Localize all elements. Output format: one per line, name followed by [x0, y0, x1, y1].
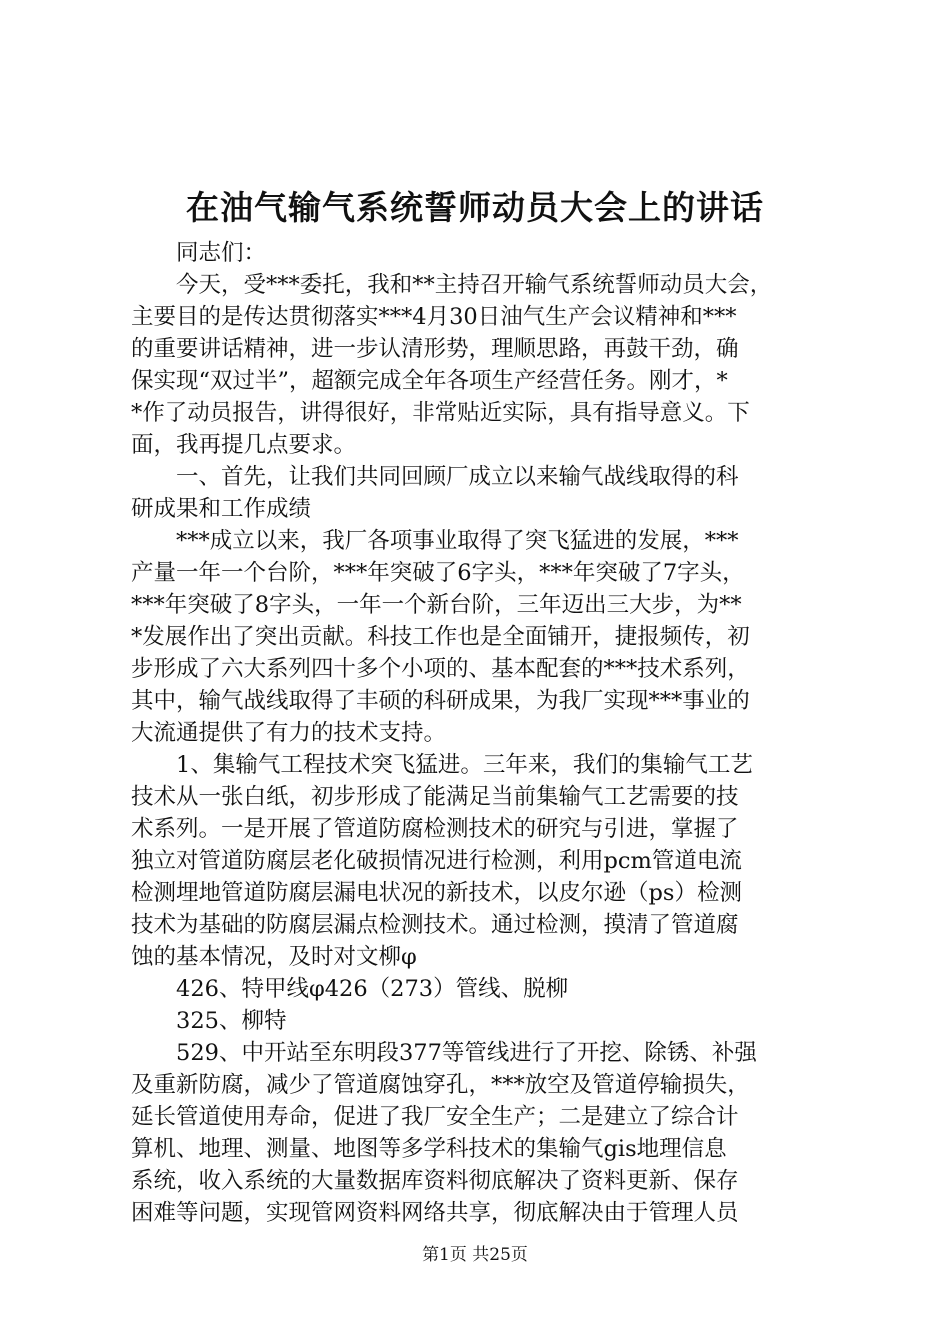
text-line: 产量一年一个台阶，***年突破了6字头，***年突破了7字头，: [131, 560, 745, 586]
text-line: 技术从一张白纸，初步形成了能满足当前集输气工艺需要的技: [131, 784, 739, 810]
text-line: ***年突破了8字头，一年一个新台阶，三年迈出三大步，为**: [131, 592, 742, 618]
text-line: 术系列。一是开展了管道防腐检测技术的研究与引进，掌握了: [131, 816, 739, 842]
document-title: 在油气输气系统誓师动员大会上的讲话: [186, 188, 764, 227]
text-line: *作了动员报告，讲得很好，非常贴近实际，具有指导意义。下: [131, 400, 750, 426]
text-line: 独立对管道防腐层老化破损情况进行检测，利用pcm管道电流: [131, 848, 742, 874]
text-line: 步形成了六大系列四十多个小项的、基本配套的***技术系列，: [131, 656, 750, 682]
text-line: 及重新防腐，减少了管道腐蚀穿孔，***放空及管道停输损失，: [131, 1072, 750, 1098]
text-line: 技术为基础的防腐层漏点检测技术。通过检测，摸清了管道腐: [131, 912, 739, 938]
text-line: 系统，收入系统的大量数据库资料彻底解决了资料更新、保存: [131, 1168, 739, 1194]
text-line: 保实现“双过半”，超额完成全年各项生产经营任务。刚才，*: [131, 368, 728, 394]
text-line: *发展作出了突出贡献。科技工作也是全面铺开，捷报频传，初: [131, 624, 750, 650]
text-line: 大流通提供了有力的技术支持。: [131, 720, 447, 746]
page-footer: 第1页 共25页: [422, 1245, 528, 1265]
text-line: 面，我再提几点要求。: [131, 432, 357, 458]
text-line: 的重要讲话精神，进一步认清形势，理顺思路，再鼓干劲，确: [131, 336, 739, 362]
text-line: 困难等问题，实现管网资料网络共享，彻底解决由于管理人员: [131, 1200, 739, 1226]
text-line: 1、集输气工程技术突飞猛进。三年来，我们的集输气工艺: [176, 752, 753, 778]
text-line: 主要目的是传达贯彻落实***4月30日油气生产会议精神和***: [131, 304, 737, 330]
text-line: 426、特甲线φ426（273）管线、脱柳: [176, 976, 569, 1002]
text-line: 检测埋地管道防腐层漏电状况的新技术，以皮尔逊（ps）检测: [131, 880, 742, 906]
text-line: 325、柳特: [176, 1008, 287, 1034]
text-line: 同志们：: [176, 240, 267, 266]
document-body: [131, 237, 831, 1229]
text-line: 今天，受***委托，我和**主持召开输气系统誓师动员大会，: [176, 272, 773, 298]
text-line: ***成立以来，我厂各项事业取得了突飞猛进的发展，***: [176, 528, 739, 554]
text-line: 一、首先，让我们共同回顾厂成立以来输气战线取得的科: [176, 464, 739, 490]
text-line: 算机、地理、测量、地图等多学科技术的集输气gis地理信息: [131, 1136, 727, 1162]
text-line: 其中，输气战线取得了丰硕的科研成果，为我厂实现***事业的: [131, 688, 750, 714]
text-line: 蚀的基本情况，及时对文柳φ: [131, 944, 417, 970]
text-line: 延长管道使用寿命，促进了我厂安全生产；二是建立了综合计: [131, 1104, 739, 1130]
text-line: 研成果和工作成绩: [131, 496, 312, 522]
text-line: 529、中开站至东明段377等管线进行了开挖、除锈、补强: [176, 1040, 757, 1066]
